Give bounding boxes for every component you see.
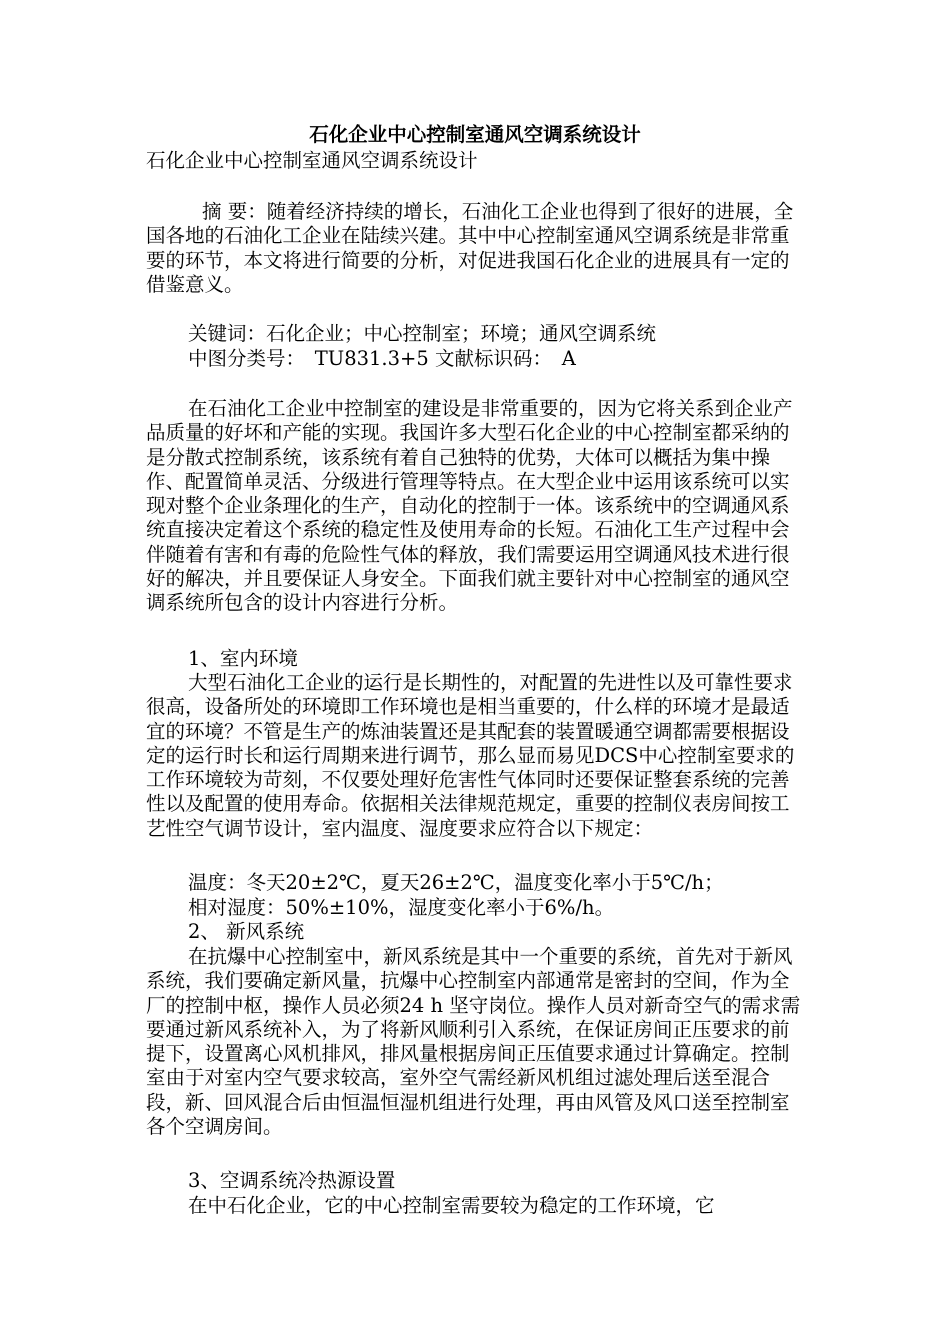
section-3-paragraph: 在中石化企业，它的中心控制室需要较为稳定的工作环境，它 bbox=[188, 1194, 715, 1217]
classification-line: 中图分类号： TU831.3+5 文献标识码： A bbox=[188, 347, 576, 370]
intro-paragraph: 在石油化工企业中控制室的建设是非常重要的，因为它将关系到企业产品质量的好坏和产能的实现。我国许多大型石化企业的中心控制室都采纳的是分散式控制系统，该系统有着自己独特的优势，大体可以概括为集中操作、配置简单灵活、分级进行管理等特点。在大型企业中运用该系统可以实现对整个企业条理化的生产，自动化的控制于一体。该系统中的空调通风系统直接决定着这个系统的稳定性及使用寿命的长短。石油化工生产过程中会伴随着有害和有毒的危险性气体的释放，我们需要运用空调通风技术进行很好的解决，并且要保证人身安全。下面我们就主要针对中心控制室的通风空调系统所包含的设计内容进行分析。 bbox=[146, 397, 793, 615]
section-1-paragraph: 大型石油化工企业的运行是长期性的，对配置的先进性以及可靠性要求很高，设备所处的环境即工作环境也是相当重要的，什么样的环境才是最适宜的环境？不管是生产的炼油装置还是其配套的装置暖通空调都需要根据设定的运行时长和运行周期来进行调节，那么显而易见DCS中心控制室要求的工作环境较为苛刻，不仅要处理好危害性气体同时还要保证整套系统的完善性以及配置的使用寿命。依据相关法律规范规定，重要的控制仪表房间按工艺性空气调节设计，室内温度、湿度要求应符合以下规定： bbox=[146, 671, 795, 840]
document-title: 石化企业中心控制室通风空调系统设计 bbox=[309, 123, 641, 146]
keywords-line: 关键词：石化企业；中心控制室；环境；通风空调系统 bbox=[188, 322, 657, 345]
temperature-requirement: 温度：冬天20±2℃，夏天26±2℃，温度变化率小于5℃/h； bbox=[188, 871, 724, 894]
section-2-paragraph: 在抗爆中心控制室中，新风系统是其中一个重要的系统，首先对于新风系统，我们要确定新风量，抗爆中心控制室内部通常是密封的空间，作为全厂的控制中枢，操作人员必须24 h 坚守岗位。操作人员对新奇空气的需求需要通过新风系统补入，为了将新风顺利引入系统，在保证房间正压要求的前提下，设置离心风机排风，排风量根据房间正压值要求通过计算确定。控制室由于对室内空气要求较高，室外空气需经新风机组过滤处理后送至混合段，新、回风混合后由恒温恒湿机组进行处理，再由风管及风口送至控制室各个空调房间。 bbox=[146, 945, 801, 1139]
section-2-heading: 2、 新风系统 bbox=[188, 920, 305, 943]
section-3-heading: 3、空调系统冷热源设置 bbox=[188, 1169, 396, 1192]
section-1-heading: 1、室内环境 bbox=[188, 647, 298, 670]
humidity-requirement: 相对湿度：50%±10%，湿度变化率小于6%/h。 bbox=[188, 896, 615, 919]
abstract-paragraph: 摘 要：随着经济持续的增长，石油化工企业也得到了很好的进展，全国各地的石油化工企业在陆续兴建。其中中心控制室通风空调系统是非常重要的环节，本文将进行简要的分析，对促进我国石化企业的进展具有一定的借鉴意义。 bbox=[146, 200, 794, 296]
document-subtitle: 石化企业中心控制室通风空调系统设计 bbox=[146, 149, 478, 172]
